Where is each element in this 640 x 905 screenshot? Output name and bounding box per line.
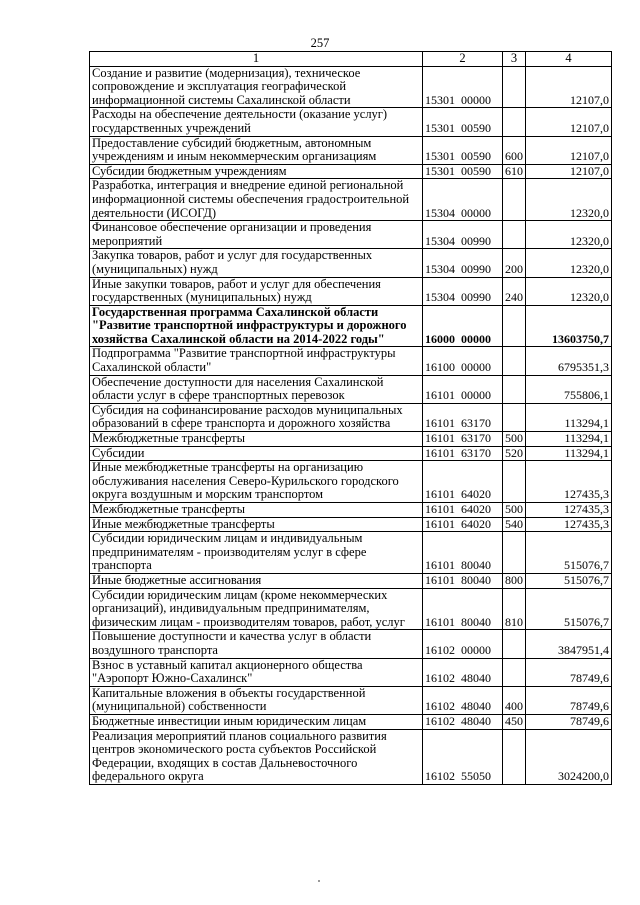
table-header-row: [90, 52, 612, 67]
row-expense-type: 800: [503, 573, 526, 588]
row-amount: 515076,7: [526, 573, 612, 588]
row-code: 15304 00990: [423, 221, 503, 249]
row-code: 16101 64020: [423, 517, 503, 532]
row-amount: 12107,0: [526, 108, 612, 136]
row-expense-type: 500: [503, 503, 526, 518]
row-code: 16100 00000: [423, 347, 503, 375]
row-description: Создание и развитие (модернизация), техническое сопровождение и эксплуатация географической информационной системы Сахалинской области: [90, 66, 423, 108]
row-description: Подпрограмма "Развитие транспортной инфраструктуры Сахалинской области": [90, 347, 423, 375]
table-row: [90, 108, 612, 136]
row-expense-type: 810: [503, 588, 526, 630]
row-expense-type: [503, 658, 526, 686]
row-description: Субсидии юридическим лицам (кроме некоммерческих организаций), индивидуальным предпринимателям, физическим лицам - производителям товаров, работ, услуг: [90, 588, 423, 630]
row-code: 15304 00000: [423, 179, 503, 221]
row-code: 16101 63170: [423, 432, 503, 447]
row-description: Бюджетные инвестиции иным юридическим лицам: [90, 714, 423, 729]
table-row: [90, 517, 612, 532]
table-row: [90, 403, 612, 431]
table-row: [90, 66, 612, 108]
row-amount: 12320,0: [526, 277, 612, 305]
row-description: Иные межбюджетные трансферты на организацию обслуживания населения Северо-Курильского городского округа воздушным и морским транспортом: [90, 461, 423, 503]
budget-table: [89, 51, 612, 785]
row-amount: 127435,3: [526, 461, 612, 503]
table-row: [90, 179, 612, 221]
row-amount: 6795351,3: [526, 347, 612, 375]
row-description: Межбюджетные трансферты: [90, 432, 423, 447]
row-description: Иные закупки товаров, работ и услуг для обеспечения государственных (муниципальных) нужд: [90, 277, 423, 305]
row-amount: 127435,3: [526, 517, 612, 532]
row-code: 15301 00590: [423, 136, 503, 164]
row-expense-type: 400: [503, 686, 526, 714]
row-amount: 78749,6: [526, 686, 612, 714]
row-description: Предоставление субсидий бюджетным, автономным учреждениям и иным некоммерческим организациям: [90, 136, 423, 164]
row-expense-type: [503, 375, 526, 403]
row-expense-type: 500: [503, 432, 526, 447]
row-expense-type: [503, 179, 526, 221]
row-expense-type: [503, 729, 526, 784]
row-amount: 127435,3: [526, 503, 612, 518]
row-amount: 12107,0: [526, 164, 612, 179]
row-code: 16101 80040: [423, 573, 503, 588]
row-code: 16101 80040: [423, 532, 503, 574]
row-description: Государственная программа Сахалинской области "Развитие транспортной инфраструктуры и дорожного хозяйства Сахалинской области на 2014-2022 годы": [90, 305, 423, 347]
row-expense-type: [503, 305, 526, 347]
row-code: 16102 48040: [423, 714, 503, 729]
row-description: Субсидии юридическим лицам и индивидуальным предпринимателям - производителям услуг в сфере транспорта: [90, 532, 423, 574]
row-description: Финансовое обеспечение организации и проведения мероприятий: [90, 221, 423, 249]
row-code: 16101 80040: [423, 588, 503, 630]
row-description: Межбюджетные трансферты: [90, 503, 423, 518]
table-row: [90, 164, 612, 179]
row-code: 15304 00990: [423, 249, 503, 277]
row-code: 16102 48040: [423, 658, 503, 686]
row-expense-type: [503, 630, 526, 658]
row-expense-type: [503, 221, 526, 249]
table-row: [90, 461, 612, 503]
row-expense-type: 520: [503, 446, 526, 461]
table-row: [90, 630, 612, 658]
row-amount: 12320,0: [526, 221, 612, 249]
row-code: 16101 64020: [423, 503, 503, 518]
table-row: [90, 136, 612, 164]
row-expense-type: 540: [503, 517, 526, 532]
row-description: Капитальные вложения в объекты государственной (муниципальной) собственности: [90, 686, 423, 714]
table-row: [90, 658, 612, 686]
row-expense-type: 610: [503, 164, 526, 179]
row-amount: 515076,7: [526, 532, 612, 574]
row-description: Субсидии: [90, 446, 423, 461]
row-code: 15301 00590: [423, 108, 503, 136]
table-row: [90, 375, 612, 403]
row-code: 15301 00590: [423, 164, 503, 179]
row-code: 16102 55050: [423, 729, 503, 784]
row-expense-type: 450: [503, 714, 526, 729]
row-expense-type: [503, 66, 526, 108]
table-row: [90, 729, 612, 784]
scan-speck: [318, 880, 320, 882]
table-row: [90, 347, 612, 375]
row-description: Взнос в уставный капитал акционерного общества "Аэропорт Южно-Сахалинск": [90, 658, 423, 686]
row-amount: 12320,0: [526, 179, 612, 221]
row-amount: 12107,0: [526, 136, 612, 164]
header-col-4: 4: [526, 52, 612, 67]
row-expense-type: [503, 532, 526, 574]
table-row: [90, 432, 612, 447]
row-amount: 78749,6: [526, 658, 612, 686]
row-description: Разработка, интеграция и внедрение единой региональной информационной системы обеспечения градостроительной деятельности (ИСОГД): [90, 179, 423, 221]
row-expense-type: [503, 461, 526, 503]
row-description: Обеспечение доступности для населения Сахалинской области услуг в сфере транспортных перевозок: [90, 375, 423, 403]
row-amount: 3024200,0: [526, 729, 612, 784]
row-description: Субсидия на софинансирование расходов муниципальных образований в сфере транспорта и дорожного хозяйства: [90, 403, 423, 431]
table-row: [90, 446, 612, 461]
header-col-3: 3: [503, 52, 526, 67]
header-col-1: 1: [90, 52, 423, 67]
row-code: 15304 00990: [423, 277, 503, 305]
row-description: Расходы на обеспечение деятельности (оказание услуг) государственных учреждений: [90, 108, 423, 136]
row-amount: 13603750,7: [526, 305, 612, 347]
table-row: [90, 277, 612, 305]
row-amount: 12320,0: [526, 249, 612, 277]
table-row: [90, 573, 612, 588]
row-code: 16101 00000: [423, 375, 503, 403]
row-amount: 78749,6: [526, 714, 612, 729]
header-col-2: 2: [423, 52, 503, 67]
table-row: [90, 221, 612, 249]
row-description: Закупка товаров, работ и услуг для государственных (муниципальных) нужд: [90, 249, 423, 277]
table-row: [90, 532, 612, 574]
row-expense-type: 200: [503, 249, 526, 277]
row-code: 16102 48040: [423, 686, 503, 714]
table-row: [90, 305, 612, 347]
row-amount: 12107,0: [526, 66, 612, 108]
row-expense-type: [503, 108, 526, 136]
row-expense-type: 240: [503, 277, 526, 305]
row-description: Субсидии бюджетным учреждениям: [90, 164, 423, 179]
row-code: 16102 00000: [423, 630, 503, 658]
row-amount: 755806,1: [526, 375, 612, 403]
table-row: [90, 686, 612, 714]
table-row: [90, 714, 612, 729]
row-amount: 113294,1: [526, 403, 612, 431]
row-description: Иные межбюджетные трансферты: [90, 517, 423, 532]
table-row: [90, 249, 612, 277]
row-description: Реализация мероприятий планов социального развития центров экономического роста субъектов Российской Федерации, входящих в состав Дальневосточного федерального округа: [90, 729, 423, 784]
row-expense-type: 600: [503, 136, 526, 164]
row-description: Иные бюджетные ассигнования: [90, 573, 423, 588]
row-amount: 113294,1: [526, 446, 612, 461]
row-amount: 3847951,4: [526, 630, 612, 658]
row-expense-type: [503, 403, 526, 431]
row-amount: 515076,7: [526, 588, 612, 630]
row-code: 15301 00000: [423, 66, 503, 108]
row-amount: 113294,1: [526, 432, 612, 447]
row-code: 16000 00000: [423, 305, 503, 347]
row-code: 16101 63170: [423, 446, 503, 461]
page-number: 257: [310, 36, 330, 50]
table-row: [90, 588, 612, 630]
row-description: Повышение доступности и качества услуг в области воздушного транспорта: [90, 630, 423, 658]
row-code: 16101 63170: [423, 403, 503, 431]
row-expense-type: [503, 347, 526, 375]
row-code: 16101 64020: [423, 461, 503, 503]
table-row: [90, 503, 612, 518]
